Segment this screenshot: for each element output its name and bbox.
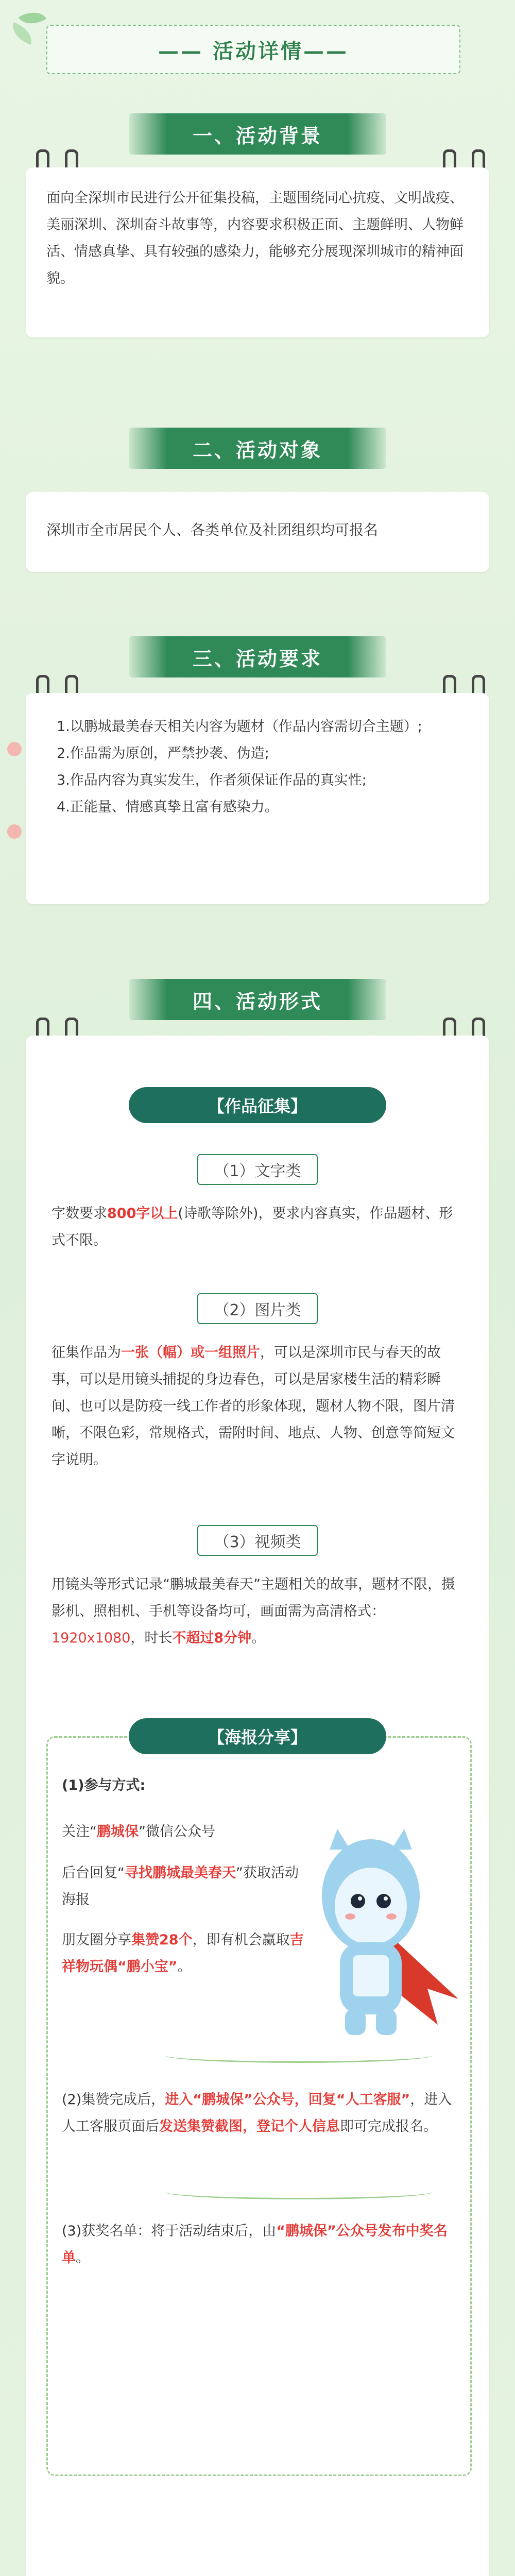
video-p1: 用镜头等形式记录“鹏城最美春天”主题相关的故事，题材不限，摄影机、照相机、手机等设备均可，画面需为高清格式： xyxy=(52,1577,455,1619)
image-p3: ，可以是深圳市民与春天的故事，可以是用镜头捕捉的身边春色，可以是居家楼生活的精彩瞬间、也可以是防疫一线工作者的形象体现，题材人物不限，图片清晰，不限色彩，常规格式，需附时间、地点、人物、创意等简短文字说明。 xyxy=(52,1345,455,1468)
video-p2: 1920x1080 xyxy=(52,1630,131,1646)
step3-3: 。 xyxy=(76,2250,90,2266)
step1-b3: ”获取活动海报 xyxy=(62,1865,299,1908)
text-p1: 字数要求 xyxy=(52,1206,107,1222)
requirements-card xyxy=(26,693,489,904)
step1-b1: 后台回复“ xyxy=(62,1865,125,1881)
list-item: 3.作品内容为真实发生，作者须保证作品的真实性; xyxy=(57,772,367,788)
requirements-list xyxy=(26,693,489,841)
video-category-heading xyxy=(180,1525,335,1556)
section-title-target xyxy=(129,428,386,469)
mascot-illustration xyxy=(309,1829,464,2050)
page-title: —— 活动详情—— xyxy=(158,39,349,63)
section-title-format xyxy=(129,979,386,1020)
image-p1: 征集作品为 xyxy=(52,1345,121,1361)
step2-4: 发送集赞截图，登记个人信息 xyxy=(159,2119,340,2134)
step3-2: “鹏城保”公众号发布中奖名单 xyxy=(62,2223,448,2266)
section-title: 一、活动背景 xyxy=(192,124,322,147)
flower-icon xyxy=(7,742,22,756)
step1-c xyxy=(62,1927,309,1980)
page-title-banner xyxy=(46,25,460,74)
target-text: 深圳市全市居民个人、各类单位及社团组织均可报名 xyxy=(46,521,379,538)
background-text: 面向全深圳市民进行公开征集投稿，主题围绕同心抗疫、文明战疫、美丽深圳、深圳奋斗故事等，内容要求积极正面、主题鲜明、人物鲜活、情感真挚、具有较强的感染力，能够充分展现深圳城市的精神面貌。 xyxy=(46,190,464,286)
section-title: 二、活动对象 xyxy=(192,438,322,462)
video-category-label: （3）视频类 xyxy=(197,1525,317,1556)
video-category-desc xyxy=(52,1571,464,1652)
background-card xyxy=(26,167,489,337)
step1-a3: ”微信公众号 xyxy=(139,1824,215,1840)
step3-1: (3)获奖名单：将于活动结束后，由 xyxy=(62,2223,277,2239)
text-p3: (诗歌等除外)，要求内容真实，作品题材、形式不限。 xyxy=(52,1206,453,1248)
step1-c5: 。 xyxy=(177,1959,192,1975)
step1-a1: 关注“ xyxy=(62,1824,97,1840)
step2-3: ，进入人工客服页面后 xyxy=(62,2092,452,2134)
flower-icon xyxy=(7,824,22,839)
step1-b2: 寻找鹏城最美春天 xyxy=(125,1865,236,1881)
list-item: 4.正能量、情感真挚且富有感染力。 xyxy=(57,799,279,815)
step1-a2: 鹏城保 xyxy=(97,1824,139,1840)
video-p3: ，时长 xyxy=(130,1630,173,1646)
image-category-heading xyxy=(180,1293,335,1324)
text-category-label: （1）文字类 xyxy=(197,1154,317,1185)
step2-text xyxy=(62,2087,453,2140)
vine-divider xyxy=(165,2184,433,2199)
section-title: 三、活动要求 xyxy=(192,647,322,670)
step1-c4: 吉祥物玩偶“鹏小宝” xyxy=(62,1932,304,1975)
section-title-requirements xyxy=(129,636,386,677)
step3-text xyxy=(62,2218,453,2272)
step2-2: 进入“鹏城保”公众号，回复“人工客服” xyxy=(165,2092,410,2108)
section-title-background xyxy=(129,113,386,155)
step2-1: (2)集赞完成后， xyxy=(62,2092,165,2108)
target-card xyxy=(26,492,489,572)
image-category-desc xyxy=(52,1340,464,1473)
list-item: 2.作品需为原创，严禁抄袭、伪造; xyxy=(57,745,269,761)
step1-b xyxy=(62,1860,309,1913)
step1-title: (1)参与方式: xyxy=(62,1777,146,1793)
image-p2: 一张（幅）或一组照片 xyxy=(121,1345,260,1361)
step2-5: 即可完成报名。 xyxy=(340,2119,437,2134)
step1-c2: 集赞28个 xyxy=(131,1932,193,1948)
step1-c3: ，即有机会赢取 xyxy=(192,1932,290,1948)
poster-label: 【海报分享】 xyxy=(129,1718,386,1754)
vine-divider xyxy=(165,2048,433,2063)
video-p5: 。 xyxy=(251,1630,266,1646)
image-category-label: （2）图片类 xyxy=(197,1293,317,1324)
collect-label: 【作品征集】 xyxy=(129,1087,386,1123)
text-category-desc xyxy=(52,1200,464,1254)
list-item: 1.以鹏城最美春天相关内容为题材（作品内容需切合主题）; xyxy=(57,719,422,735)
step1-a xyxy=(62,1819,309,1845)
section-title: 四、活动形式 xyxy=(192,990,322,1013)
step1-c1: 朋友圈分享 xyxy=(62,1932,131,1948)
text-p2: 800字以上 xyxy=(107,1206,178,1222)
leaf-decoration-icon xyxy=(8,22,36,45)
video-p4: 不超过8分钟 xyxy=(172,1630,252,1646)
text-category-heading xyxy=(180,1154,335,1185)
